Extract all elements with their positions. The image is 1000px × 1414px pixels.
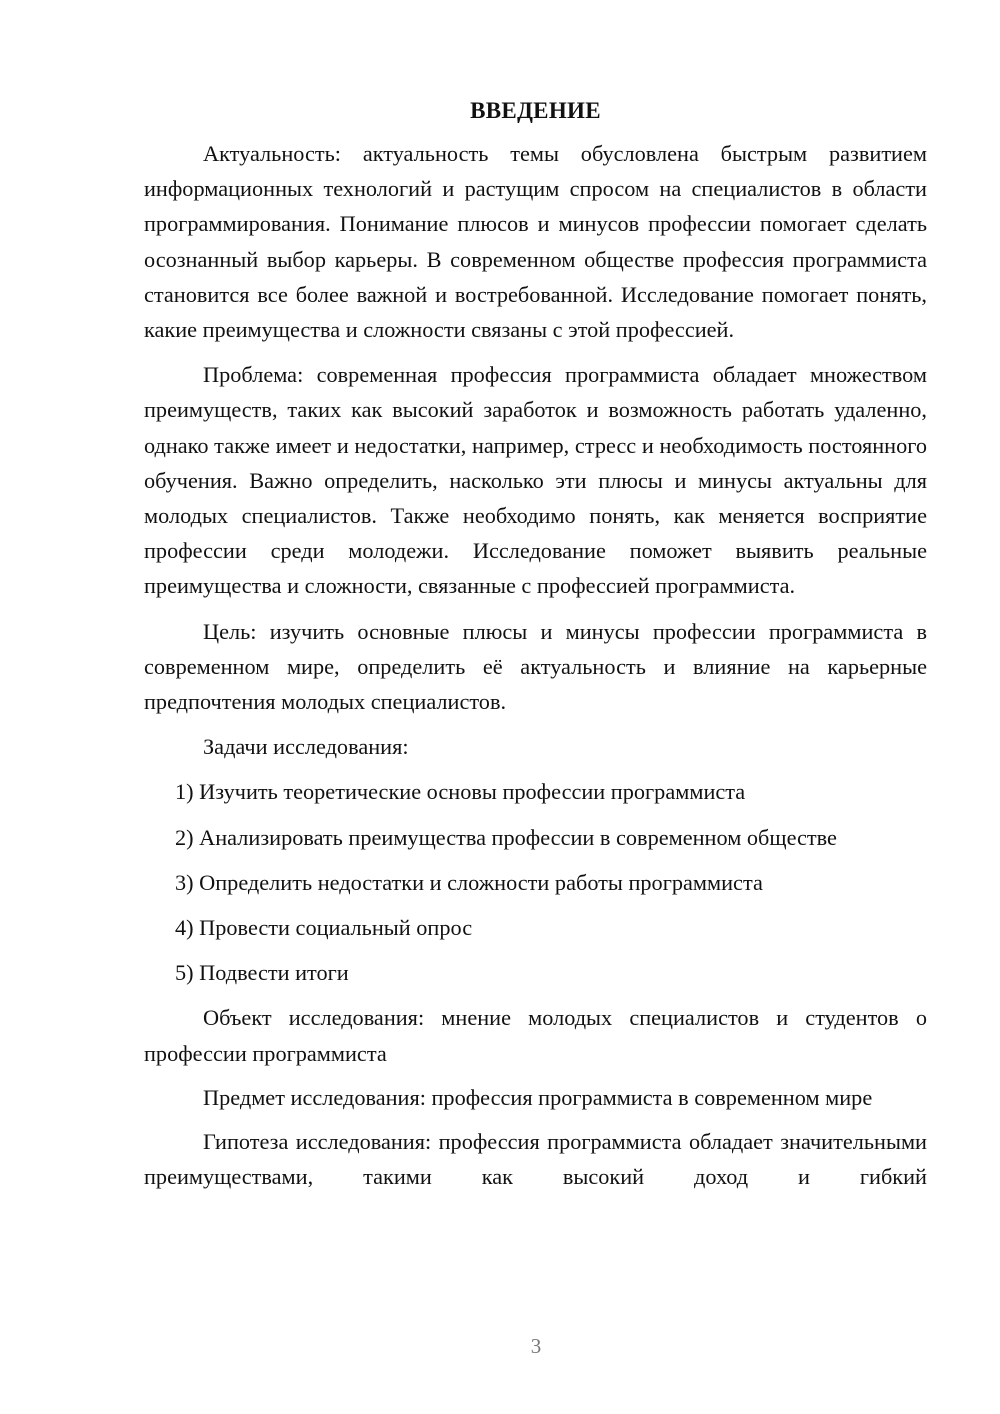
paragraph-goal: Цель: изучить основные плюсы и минусы профессии программиста в современном мире, определить её актуальность и влияние на карьерные предпочтения молодых специалистов.	[144, 618, 927, 715]
page-number: 3	[530, 1334, 542, 1358]
task-item: 2) Анализировать преимущества профессии в современном обществе	[175, 824, 837, 850]
task-item: 3) Определить недостатки и сложности работы программиста	[175, 869, 763, 895]
task-item: 5) Подвести итоги	[175, 960, 349, 986]
paragraph-subject: Предмет исследования: профессия программиста в современном мире	[203, 1084, 873, 1110]
section-heading: ВВЕДЕНИЕ	[470, 98, 601, 123]
task-item: 4) Провести социальный опрос	[175, 915, 473, 941]
paragraph-problem: Проблема: современная профессия программиста обладает множеством преимуществ, таких как высокий заработок и возможность работать удаленно, однако также имеет и недостатки, например, стресс и необходимость постоянного обучения. Важно определить, насколько эти плюсы и минусы актуальны для молодых специалистов. Также необходимо понять, как меняется восприятие профессии среди молодежи. Исследование поможет выявить реальные преимущества и сложности, связанные с профессией программиста.	[144, 362, 927, 599]
tasks-heading: Задачи исследования:	[203, 734, 409, 760]
task-item: 1) Изучить теоретические основы профессии программиста	[175, 779, 746, 805]
paragraph-relevance: Актуальность: актуальность темы обусловлена быстрым развитием информационных технологий и растущим спросом на специалистов в области программирования. Понимание плюсов и минусов профессии помогает сделать осознанный выбор карьеры. В современном обществе профессия программиста становится все более важной и востребованной. Исследование помогает понять, какие преимущества и сложности связаны с этой профессией.	[144, 141, 927, 343]
paragraph-object: Объект исследования: мнение молодых специалистов и студентов о профессии программиста	[144, 1005, 927, 1066]
paragraph-hypothesis: Гипотеза исследования: профессия программиста обладает значительными преимуществами, такими как высокий доход и гибкий	[144, 1129, 927, 1190]
page-content	[144, 94, 927, 1203]
task-list	[144, 774, 927, 990]
